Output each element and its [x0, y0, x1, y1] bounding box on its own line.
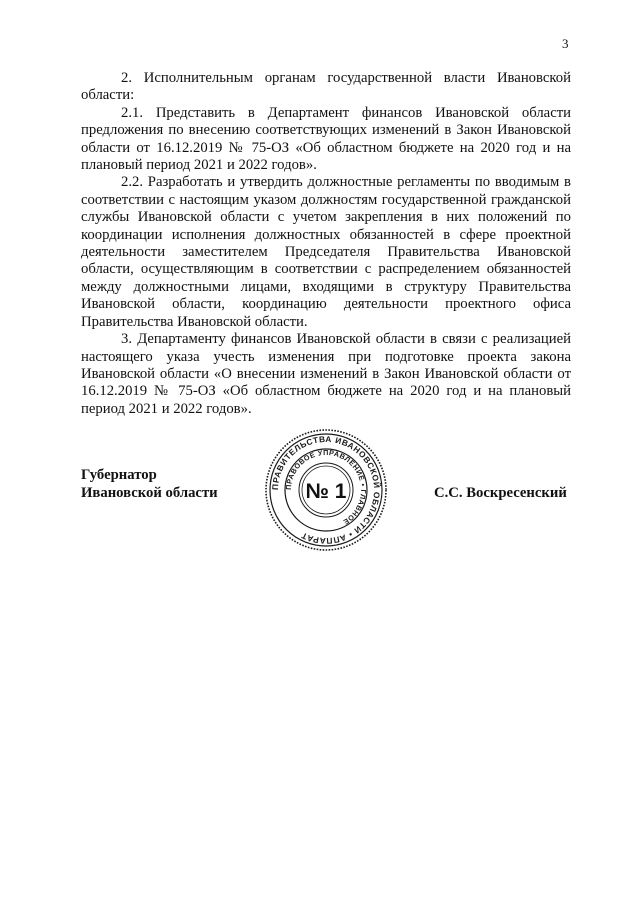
- official-seal: [264, 428, 388, 552]
- seal-number: № 1: [305, 480, 347, 503]
- signatory-name: С.С. Воскресенский: [434, 485, 567, 501]
- paragraph-2: 2. Исполнительным органам государственной власти Ивановской области:: [81, 70, 571, 104]
- signatory-title: [81, 467, 218, 502]
- paragraph-3: 3. Департаменту финансов Ивановской области в связи с реализацией настоящего указа учесть изменения при подготовке проекта закона Ивановской области «О внесении изменений в Закон Ивановской области от 16.12.2019 № 75-ОЗ «Об областном бюджете на 2020 год и на плановый период 2021 и 2022 годов».: [81, 331, 571, 417]
- signatory-title-line1: Губернатор: [81, 467, 157, 483]
- seal-outer-text: ПРАВИТЕЛЬСТВА ИВАНОВСКОЙ ОБЛАСТИ • АППАРАТ: [269, 433, 383, 547]
- document-body: [81, 70, 571, 418]
- paragraph-2-1: 2.1. Представить в Департамент финансов Ивановской области предложения по внесению соответствующих изменений в Закон Ивановской области от 16.12.2019 № 75-ОЗ «Об областном бюджете на 2020 год и на плановый период 2021 и 2022 годов».: [81, 104, 571, 174]
- signatory-title-line2: Ивановской области: [81, 484, 218, 501]
- paragraph-2-2: 2.2. Разработать и утвердить должностные регламенты по вводимым в соответствии с настоящим указом должностям государственной гражданской службы Ивановской области с учетом закрепления в них положений по координации исполнения должностных обязанностей в сфере проектной деятельности заместителем Председателя Правительства Ивановской области, осуществляющим в соответствии с распределением обязанностей между должностными лицами, входящими в структуру Правительства Ивановской области, координацию деятельности проектного офиса Правительства Ивановской области.: [81, 174, 571, 330]
- page-number: 3: [562, 36, 569, 51]
- seal-inner-text: ПРАВОВОЕ УПРАВЛЕНИЕ • ГЛАВНОЕ: [283, 447, 369, 527]
